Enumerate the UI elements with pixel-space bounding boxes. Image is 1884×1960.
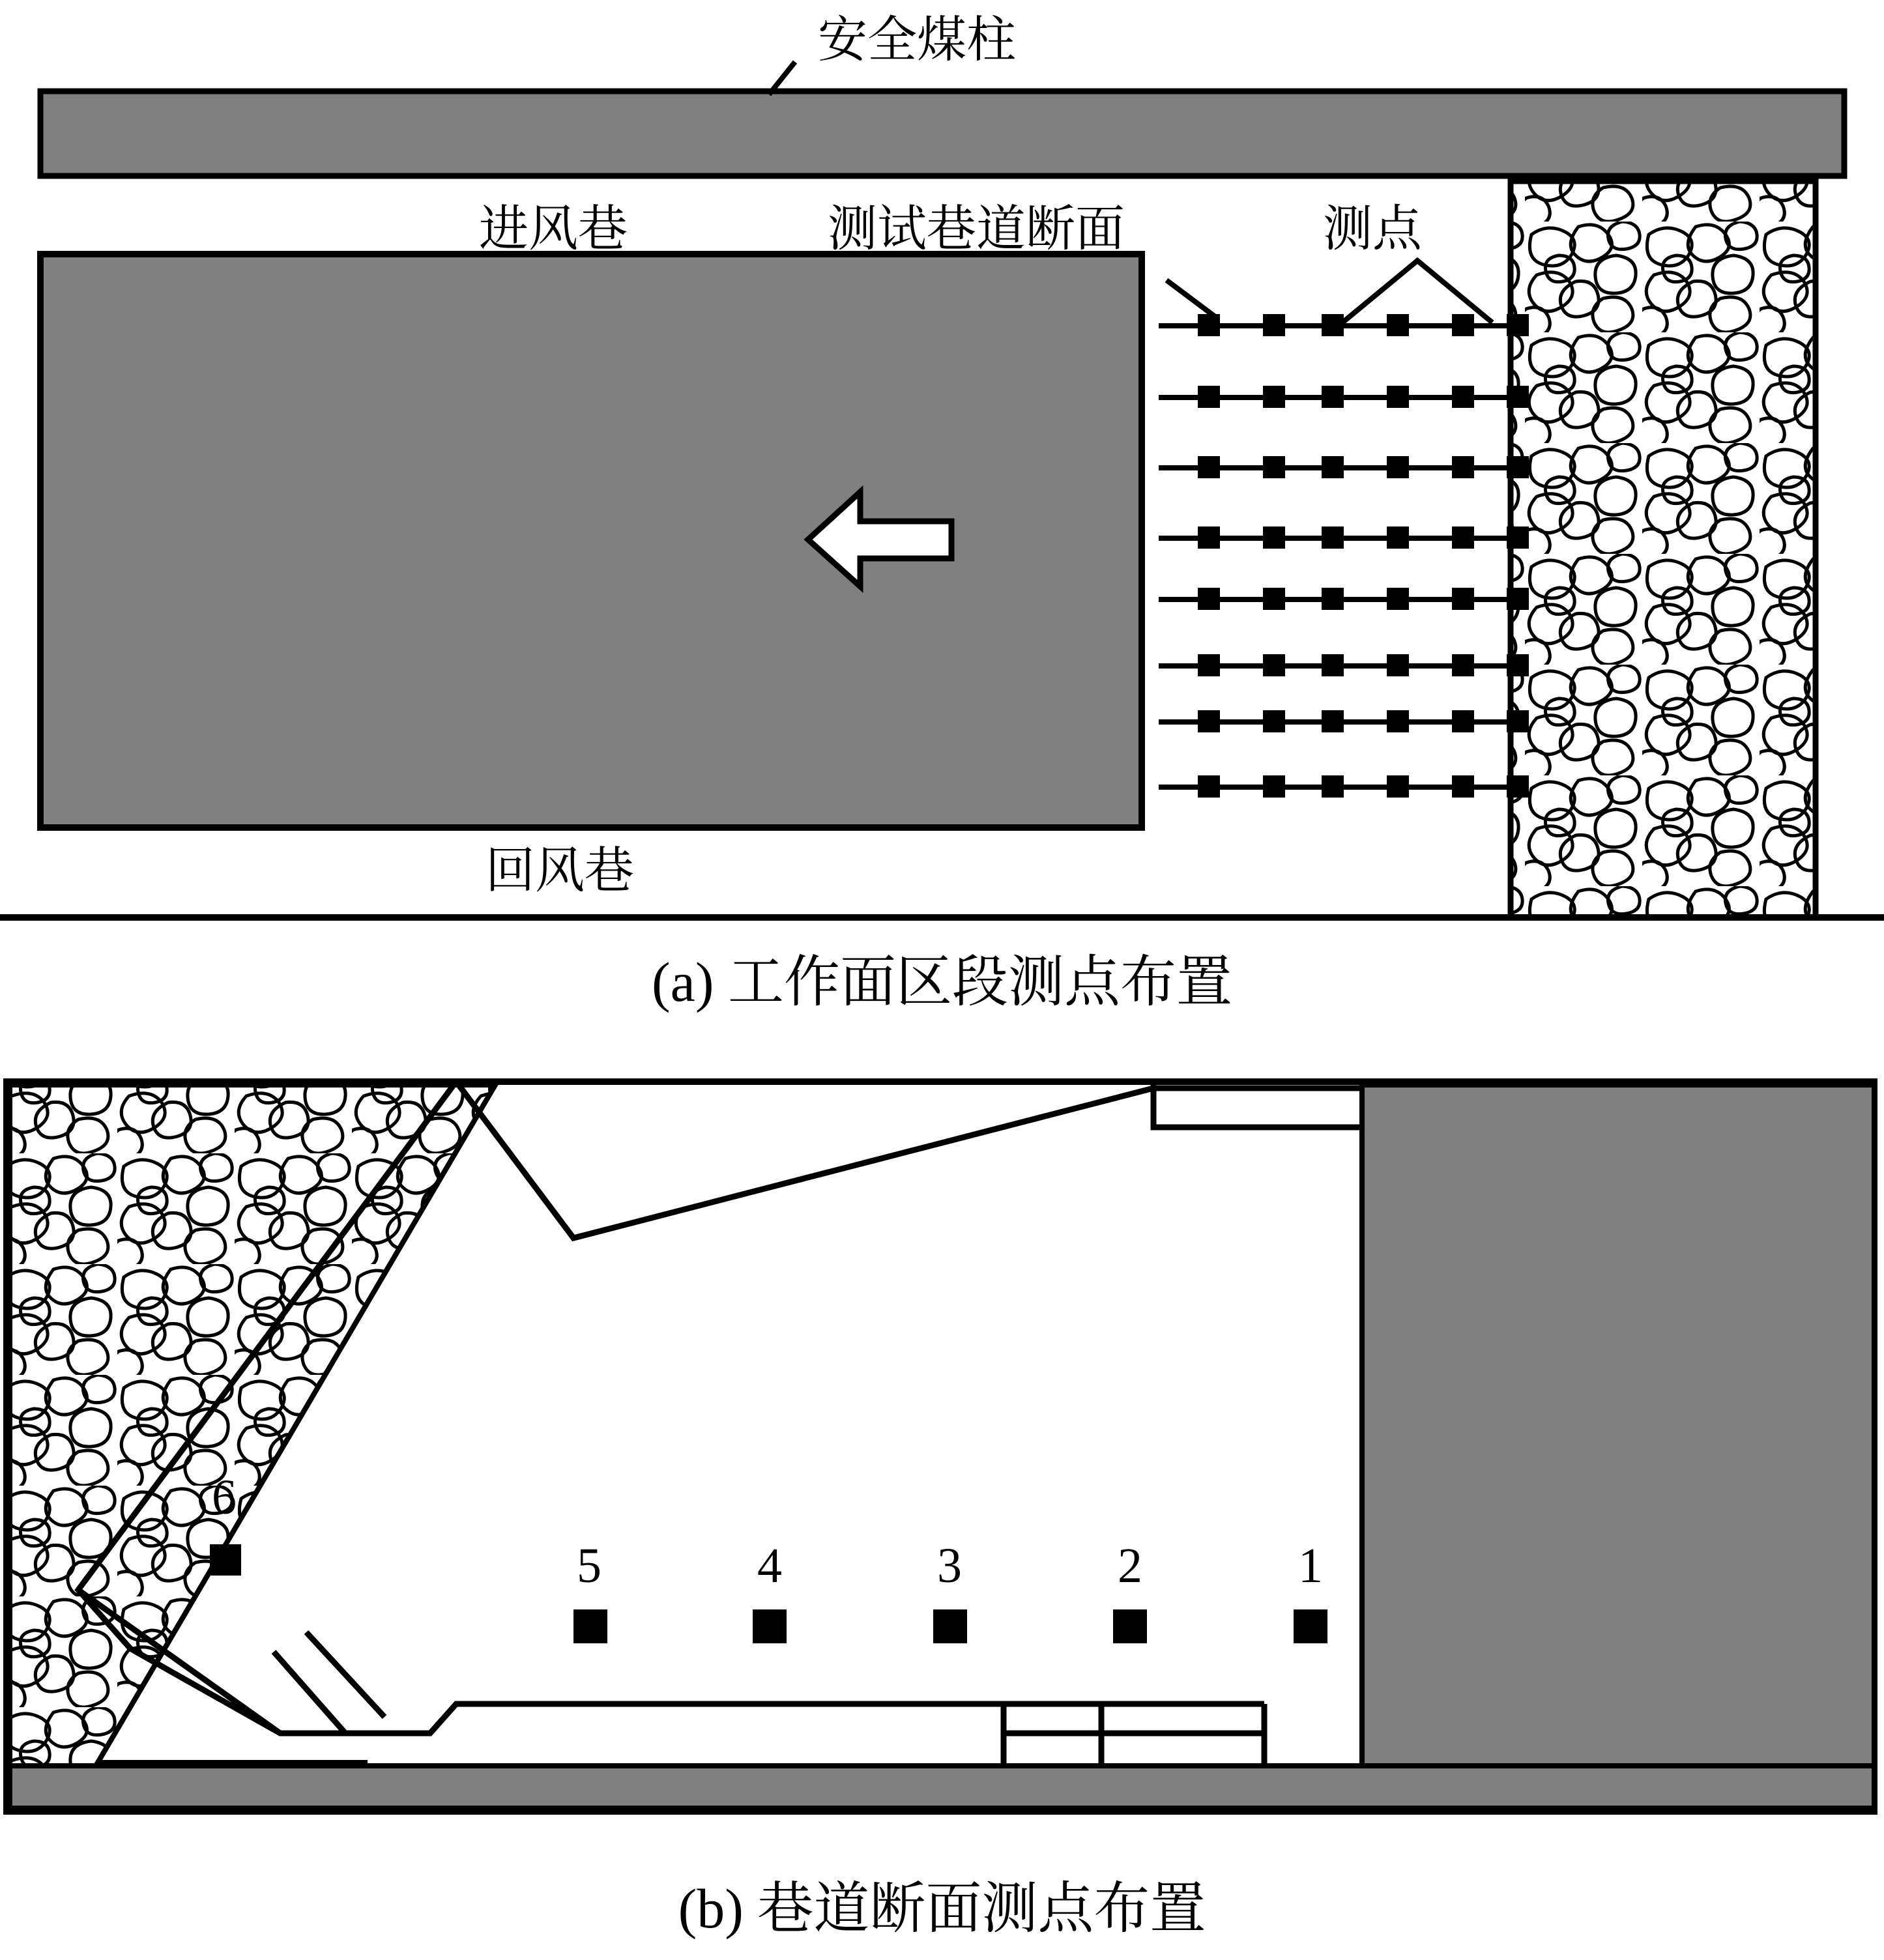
point-marker-2 xyxy=(1113,1609,1147,1643)
point-marker-5 xyxy=(573,1609,607,1643)
test-section-leader xyxy=(1167,280,1219,319)
label-measuring-point: 测点 xyxy=(1323,202,1422,257)
panel-b-drawing xyxy=(0,1043,1884,1844)
label-test-section: 测试巷道断面 xyxy=(828,202,1125,257)
point-marker-4 xyxy=(753,1609,787,1643)
label-return-roadway: 回风巷 xyxy=(485,844,634,899)
caption-panel-a: (a) 工作面区段测点布置 xyxy=(652,951,1232,1013)
point-marker-3 xyxy=(933,1609,967,1643)
point-label-4: 4 xyxy=(757,1538,782,1593)
coal-seam-block-right xyxy=(1362,1085,1874,1766)
measuring-point-leader xyxy=(1342,261,1492,323)
point-marker-1 xyxy=(1294,1609,1327,1643)
caption-panel-b: (b) 巷道断面测点布置 xyxy=(678,1877,1206,1940)
panel-b-cross-section xyxy=(0,1043,1884,1960)
label-intake-roadway: 进风巷 xyxy=(479,202,628,257)
point-label-6: 6 xyxy=(212,1470,237,1525)
point-label-5: 5 xyxy=(577,1538,601,1593)
panel-a-drawing xyxy=(0,0,1884,945)
point-label-3: 3 xyxy=(937,1538,962,1593)
measurement-point-markers xyxy=(1198,314,1529,798)
safety-pillar-block xyxy=(40,91,1844,176)
point-marker-6 xyxy=(210,1544,241,1576)
goaf-rubble-column xyxy=(1511,181,1816,917)
point-label-2: 2 xyxy=(1118,1538,1142,1593)
working-face-block xyxy=(40,254,1142,828)
label-safety-pillar: 安全煤柱 xyxy=(818,13,1016,68)
point-label-1: 1 xyxy=(1298,1538,1323,1593)
floor-strip xyxy=(10,1766,1874,1808)
